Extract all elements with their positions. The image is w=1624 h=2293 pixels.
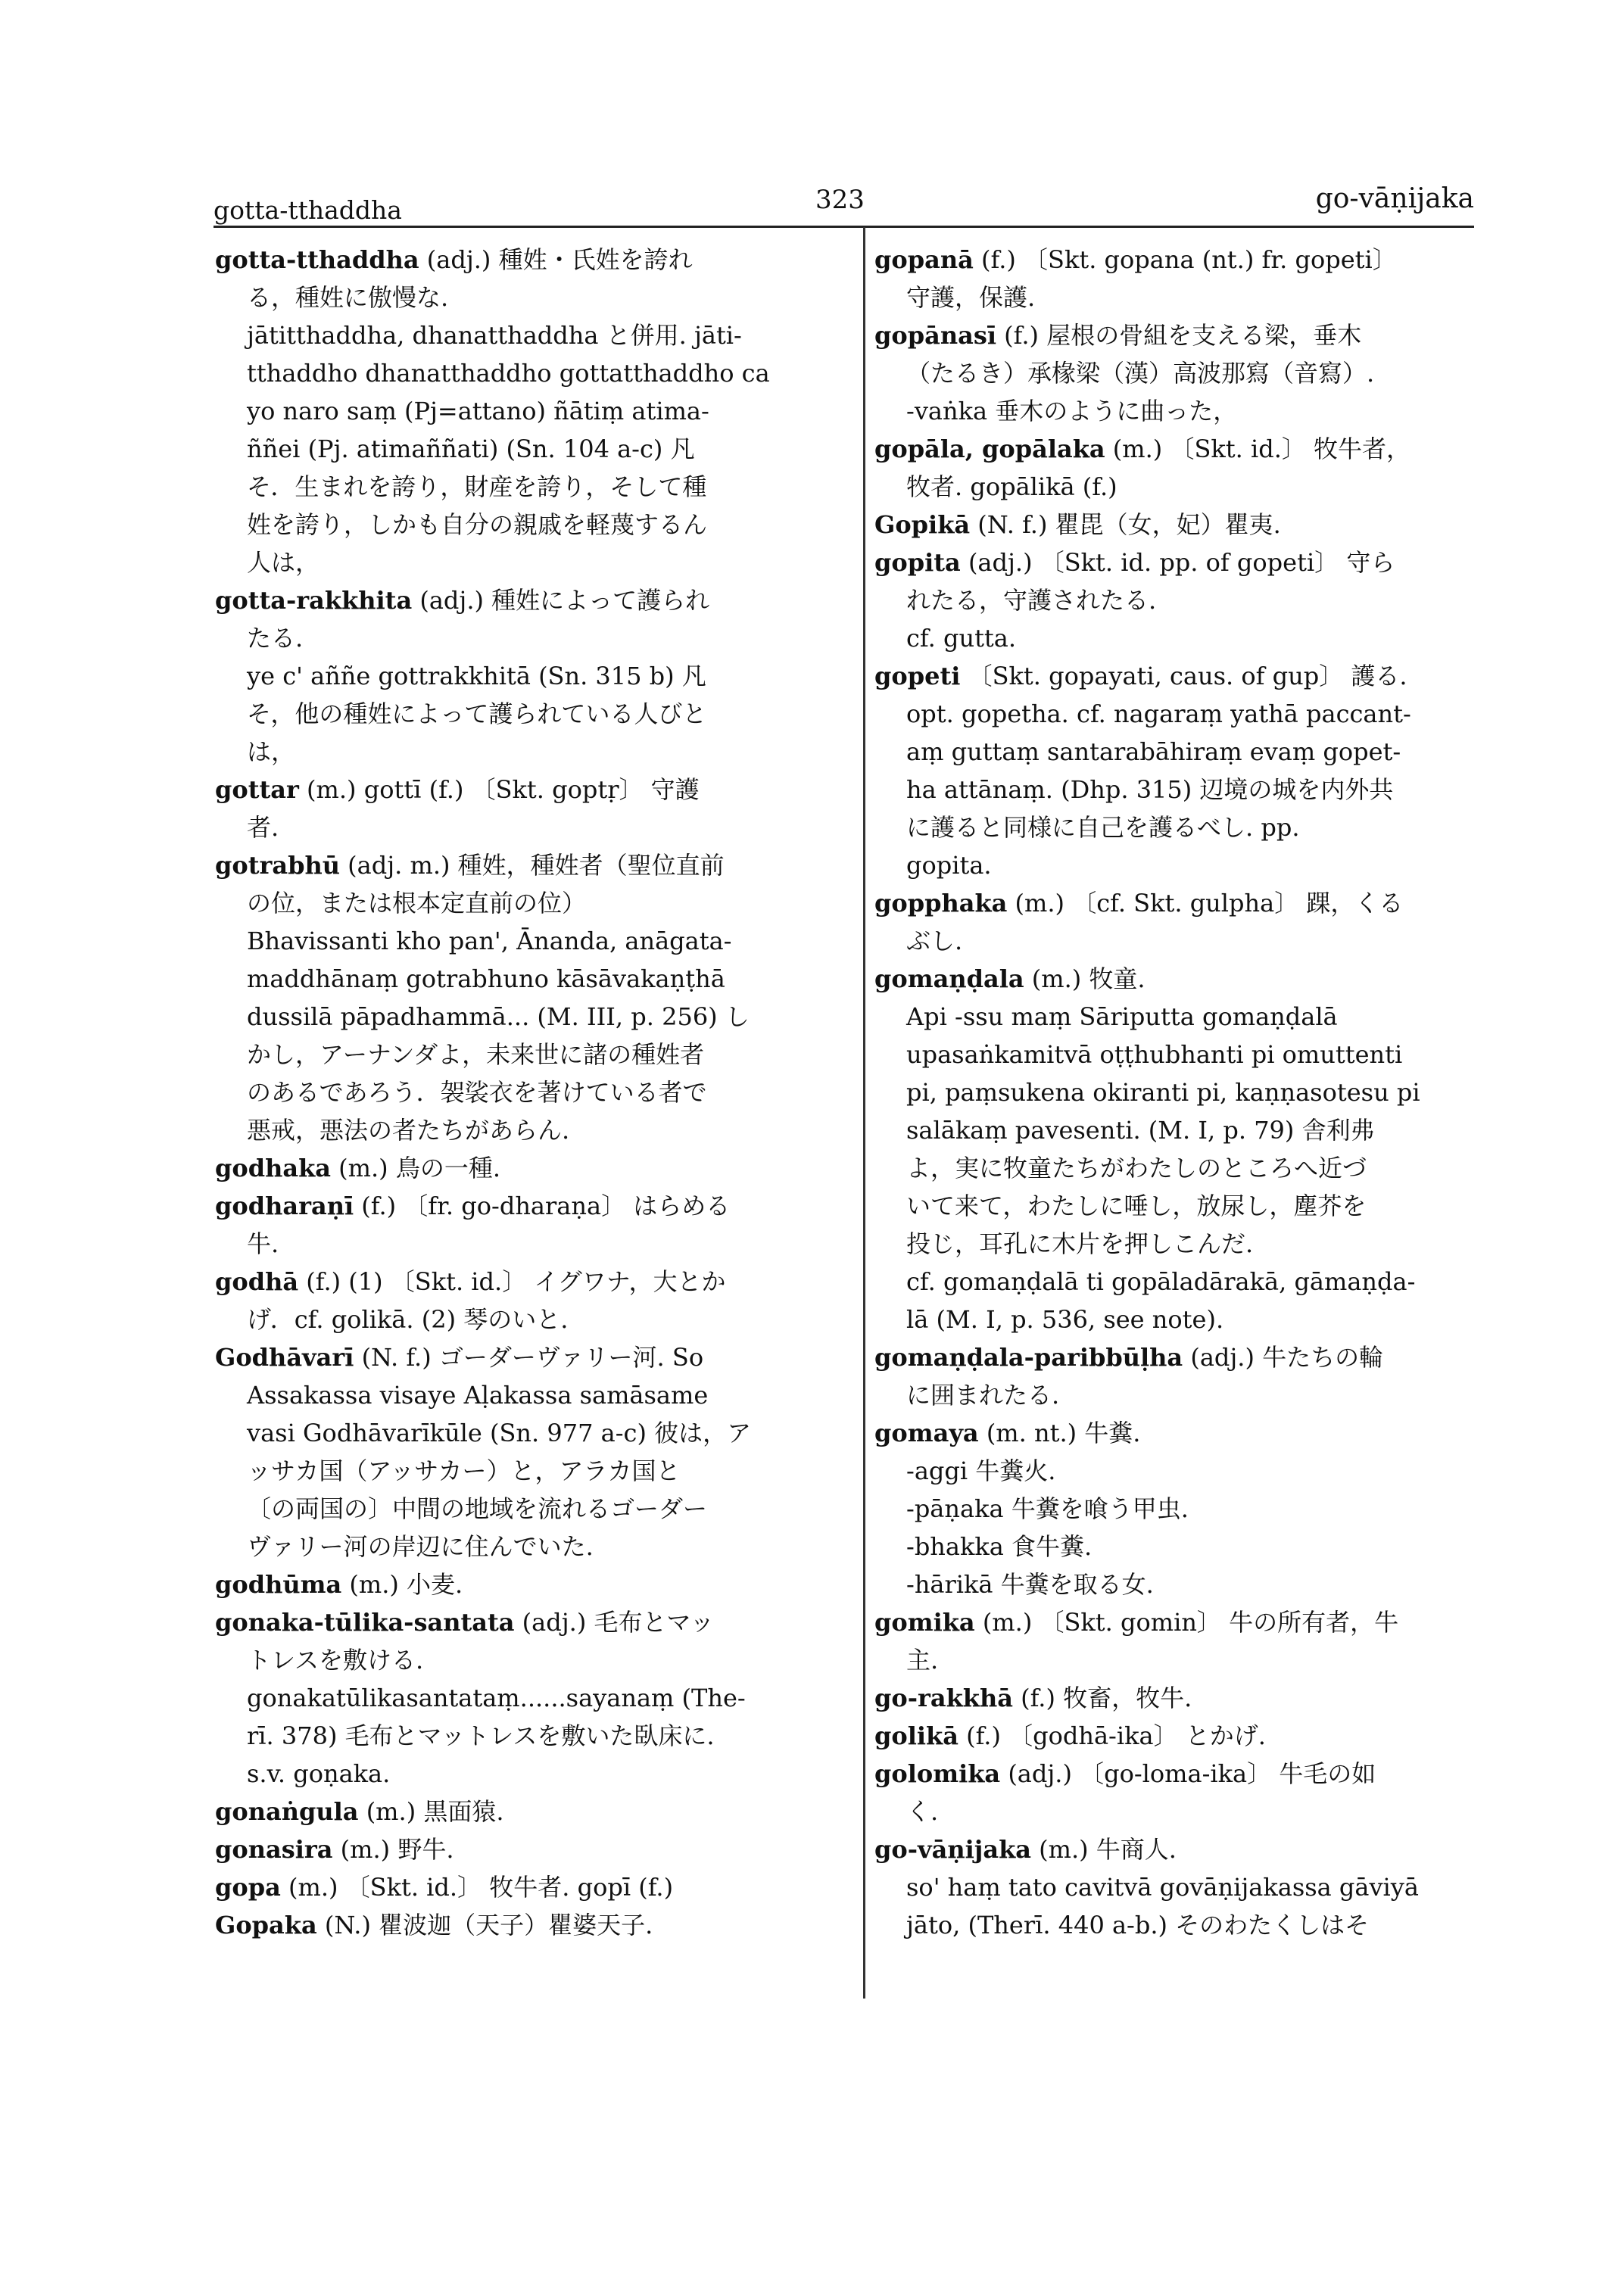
entry-headword-line <box>874 506 1479 544</box>
entry-continuation-line: so' haṃ tato cavitvā govāṇijakassa gāviyā <box>906 1873 1419 1902</box>
entry-gloss: (f.) 〔fr. go-dharaṇa〕 はらめる <box>354 1192 731 1220</box>
entry-gloss: (N. f.) 瞿毘（女，妃）瞿夷. <box>970 510 1281 539</box>
left-column <box>215 241 836 1944</box>
entry-continuation-line: salākaṃ pavesenti. (M. I, p. 79) 舎利弗 <box>906 1116 1375 1145</box>
entry-continuation-line: れたる，守護されたる. <box>906 586 1157 615</box>
entry-gloss: (f.) 屋根の骨組を支える梁，垂木 <box>996 321 1362 350</box>
entry-continuation-line: に護ると同様に自己を護るべし. pp. <box>906 813 1300 842</box>
entry-headword-line <box>215 1868 836 1906</box>
entry-continuation-line: 悪戒，悪法の者たちがあらん. <box>247 1116 570 1145</box>
entry-headword-line <box>874 884 1479 922</box>
entry-continuation-line: Assakassa visaye Aḷakassa samāsame <box>247 1381 709 1410</box>
entry-headword-line <box>874 1338 1479 1376</box>
entry-gloss: (adj.) 種姓・氏姓を誇れ <box>419 245 693 274</box>
entry-continuation-line: 者. <box>247 813 279 842</box>
entry-continuation-line: jātitthaddha, dhanatthaddha と併用. jāti- <box>247 321 742 350</box>
entry-continuation-line: upasaṅkamitvā oṭṭhubhanti pi omuttenti <box>906 1040 1403 1069</box>
entry-headword-line <box>874 960 1479 998</box>
entry-continuation-line: （たるき）承椽梁（漢）高波那寫（音寫）. <box>906 359 1375 388</box>
entry-continuation-line: vasi Godhāvarīkūle (Sn. 977 a-c) 彼は，ア <box>247 1419 752 1447</box>
entry-gloss: (m.) 〔Skt. id.〕 牧牛者. gopī (f.) <box>280 1873 674 1902</box>
entry-gloss: (m.) gottī (f.) 〔Skt. goptṛ〕 守護 <box>298 775 700 804</box>
entry-headword-line <box>215 771 836 808</box>
entry-continuation-line: く. <box>906 1797 939 1826</box>
entry-headword-line <box>874 657 1479 695</box>
entry-gloss: (f.) 〔Skt. gopana (nt.) fr. gopeti〕 <box>973 245 1397 274</box>
entry-continuation-line: gonakatūlikasantataṃ......sayanaṃ (The- <box>247 1684 746 1712</box>
entry-gloss: (m.) 〔Skt. gomin〕 牛の所有者，牛 <box>974 1608 1399 1637</box>
entry-continuation-line: -hārikā 牛糞を取る女. <box>906 1570 1154 1599</box>
entry-continuation-line: よ，実に牧童たちがわたしのところへ近づ <box>906 1154 1367 1182</box>
entry-continuation-line: tthaddho dhanatthaddho gottatthaddho ca <box>247 359 770 388</box>
entry-continuation-line: いて来て，わたしに唾し，放尿し，塵芥を <box>906 1192 1367 1220</box>
entry-gloss: (adj.) 〔Skt. id. pp. of gopeti〕 守ら <box>960 548 1395 577</box>
entry-headword-line <box>215 1566 836 1603</box>
entry-continuation-line: ye c' aññe gottrakkhitā (Sn. 315 b) 凡 <box>247 662 706 690</box>
headword: gopānasī <box>874 321 996 350</box>
entry-headword-line <box>215 846 836 884</box>
entry-continuation-line: maddhānaṃ gotrabhuno kāsāvakaṇṭhā <box>247 964 725 993</box>
entry-gloss: (adj. m.) 種姓，種姓者（聖位直前 <box>340 851 725 880</box>
entry-headword-line <box>874 1603 1479 1641</box>
entry-continuation-line: 投じ，耳孔に木片を押しこんだ. <box>906 1229 1254 1258</box>
entry-continuation-line: s.v. goṇaka. <box>247 1759 391 1788</box>
entry-continuation-line: rī. 378) 毛布とマットレスを敷いた臥床に. <box>247 1721 715 1750</box>
header-rule <box>214 226 1474 228</box>
entry-continuation-line: 守護，保護. <box>906 283 1036 312</box>
entry-continuation-line: -vaṅka 垂木のように曲った， <box>906 397 1238 425</box>
entry-gloss: 〔Skt. gopayati, caus. of gup〕 護る. <box>960 662 1407 690</box>
entry-headword-line <box>215 1338 836 1376</box>
entry-continuation-line: lā (M. I, p. 536, see note). <box>906 1305 1224 1334</box>
headword: golomika <box>874 1759 1001 1788</box>
headword: Gopikā <box>874 510 971 539</box>
entry-continuation-line: jāto, (Therī. 440 a-b.) そのわたくしはそ <box>906 1911 1370 1939</box>
entry-continuation-line: かし，アーナンダよ，未来世に諸の種姓者 <box>247 1040 705 1069</box>
entry-continuation-line: ぶし. <box>906 927 963 955</box>
entry-continuation-line: cf. gutta. <box>906 624 1017 653</box>
entry-headword-line <box>874 1414 1479 1452</box>
header-left-guideword: gotta-tthaddha <box>214 195 402 225</box>
page-number: 323 <box>815 185 865 215</box>
headword: golikā <box>874 1721 959 1750</box>
entry-headword-line <box>215 1603 836 1641</box>
headword: godharaṇī <box>215 1192 354 1220</box>
entry-continuation-line: げ．cf. golikā. (2) 琴のいと. <box>247 1305 569 1334</box>
headword: gomaṇḍala-paribbūḷha <box>874 1343 1183 1372</box>
entry-continuation-line: -bhakka 食牛糞. <box>906 1532 1093 1561</box>
entry-gloss: (f.) 〔godhā-ika〕 とかげ. <box>958 1721 1266 1750</box>
headword: Godhāvarī <box>215 1343 354 1372</box>
entry-continuation-line: -aggi 牛糞火. <box>906 1456 1056 1485</box>
entry-headword-line <box>215 1830 836 1868</box>
entry-continuation-line: 牛. <box>247 1229 279 1258</box>
entry-headword-line <box>874 1717 1479 1755</box>
headword: gotta-tthaddha <box>215 245 419 274</box>
entry-gloss: (adj.) 毛布とマッ <box>514 1608 715 1637</box>
entry-gloss: (m.) 〔Skt. id.〕 牧牛者， <box>1105 435 1411 463</box>
entry-gloss: (adj.) 〔go-loma-ika〕 牛毛の如 <box>1000 1759 1376 1788</box>
headword: gonaka-tūlika-santata <box>215 1608 515 1637</box>
headword: gonaṅgula <box>215 1797 359 1826</box>
entry-continuation-line: pi, paṃsukena okiranti pi, kaṇṇasotesu pi <box>906 1078 1420 1107</box>
entry-gloss: (m. nt.) 牛糞. <box>978 1419 1141 1447</box>
entry-continuation-line: そ．生まれを誇り，財産を誇り，そして種 <box>247 472 707 501</box>
headword: gomaṇḍala <box>874 964 1024 993</box>
entry-gloss: (m.) 小麦. <box>341 1570 463 1599</box>
entry-continuation-line: 姓を誇り，しかも自分の親戚を軽蔑するん <box>247 510 708 539</box>
headword: gopa <box>215 1873 281 1902</box>
headword: gotta-rakkhita <box>215 586 413 615</box>
entry-continuation-line: のあるであろう．袈裟衣を著けている者で <box>247 1078 707 1107</box>
entry-continuation-line: る，種姓に傲慢な. <box>247 283 449 312</box>
entry-headword-line <box>874 241 1479 279</box>
entry-continuation-line: gopita. <box>906 851 992 880</box>
headword: gopāla, gopālaka <box>874 435 1105 463</box>
entry-continuation-line: cf. gomaṇḍalā ti gopāladārakā, gāmaṇḍa- <box>906 1267 1416 1296</box>
entry-headword-line <box>874 316 1479 354</box>
entry-headword-line <box>874 1755 1479 1793</box>
entry-continuation-line: yo naro saṃ (Pj=attano) ñātiṃ atima- <box>247 397 709 425</box>
headword: gotrabhū <box>215 851 340 880</box>
entry-continuation-line: 〔の両国の〕中間の地域を流れるゴーダー <box>247 1494 708 1523</box>
entry-gloss: (adj.) 牛たちの輪 <box>1183 1343 1384 1372</box>
entry-continuation-line: 人は， <box>247 548 320 577</box>
entry-continuation-line: Bhavissanti kho pan', Ānanda, anāgata- <box>247 927 732 955</box>
entry-headword-line <box>874 430 1479 468</box>
headword: Gopaka <box>215 1911 317 1939</box>
headword: gomaya <box>874 1419 979 1447</box>
entry-continuation-line: ha attānaṃ. (Dhp. 315) 辺境の城を内外共 <box>906 775 1394 804</box>
entry-continuation-line: たる. <box>247 624 304 653</box>
entry-continuation-line: は， <box>247 737 296 766</box>
entry-continuation-line: ヴァリー河の岸辺に住んでいた. <box>247 1532 594 1561</box>
entry-continuation-line: aṃ guttaṃ santarabāhiraṃ evaṃ gopet- <box>906 737 1401 766</box>
entry-continuation-line: -pāṇaka 牛糞を喰う甲虫. <box>906 1494 1189 1523</box>
right-column <box>874 241 1479 1944</box>
entry-continuation-line: ッサカ国（アッサカー）と，アラカ国と <box>247 1456 681 1485</box>
entry-continuation-line: opt. gopetha. cf. nagaraṃ yathā paccant- <box>906 699 1411 728</box>
headword: godhūma <box>215 1570 342 1599</box>
headword: gottar <box>215 775 299 804</box>
entry-headword-line <box>874 544 1479 581</box>
entry-continuation-line: そ，他の種姓によって護られている人びと <box>247 699 707 728</box>
entry-gloss: (m.) 牛商人. <box>1030 1835 1177 1864</box>
entry-headword-line <box>215 1149 836 1187</box>
entry-headword-line <box>215 1187 836 1225</box>
entry-continuation-line: ññei (Pj. atimaññati) (Sn. 104 a-c) 凡 <box>247 435 695 463</box>
entry-gloss: (m.) 〔cf. Skt. gulpha〕 踝，くる <box>1007 889 1404 918</box>
headword: gopeti <box>874 662 961 690</box>
entry-gloss: (m.) 鳥の一種. <box>331 1154 501 1182</box>
entry-gloss: (f.) (1) 〔Skt. id.〕 イグワナ，大とか <box>298 1267 726 1296</box>
entry-continuation-line: Api -ssu maṃ Sāriputta gomaṇḍalā <box>906 1002 1338 1031</box>
entry-gloss: (f.) 牧畜，牧牛. <box>1012 1684 1192 1712</box>
entry-gloss: (adj.) 種姓によって護られ <box>412 586 710 615</box>
entry-continuation-line: 主. <box>906 1646 939 1675</box>
entry-continuation-line: トレスを敷ける. <box>247 1646 424 1675</box>
entry-headword-line <box>215 581 836 619</box>
entry-gloss: (m.) 黒面猿. <box>358 1797 504 1826</box>
entry-continuation-line: dussilā pāpadhammā... (M. III, p. 256) し <box>247 1002 750 1031</box>
headword: gonasira <box>215 1835 333 1864</box>
entry-gloss: (m.) 野牛. <box>332 1835 454 1864</box>
headword: gopanā <box>874 245 974 274</box>
entry-headword-line <box>874 1830 1479 1868</box>
entry-continuation-line: に囲まれたる. <box>906 1381 1060 1410</box>
headword: godhā <box>215 1267 299 1296</box>
entry-headword-line <box>215 1906 836 1944</box>
headword: gomika <box>874 1608 975 1637</box>
entry-headword-line <box>215 1263 836 1301</box>
entry-headword-line <box>215 241 836 279</box>
entry-gloss: (N. f.) ゴーダーヴァリー河. So <box>354 1343 704 1372</box>
header-right-guideword: go-vāṇijaka <box>1315 183 1474 214</box>
running-header <box>214 180 1474 226</box>
headword: go-rakkhā <box>874 1684 1013 1712</box>
entry-continuation-line: 牧者. gopālikā (f.) <box>906 472 1117 501</box>
entry-headword-line <box>874 1679 1479 1717</box>
headword: godhaka <box>215 1154 331 1182</box>
entry-headword-line <box>215 1793 836 1830</box>
entry-continuation-line: の位，または根本定直前の位） <box>247 889 587 918</box>
headword: gopphaka <box>874 889 1008 918</box>
column-divider <box>863 227 865 1999</box>
headword: gopita <box>874 548 961 577</box>
entry-gloss: (N.) 瞿波迦（天子）瞿婆天子. <box>316 1911 653 1939</box>
entry-gloss: (m.) 牧童. <box>1024 964 1146 993</box>
headword: go-vāṇijaka <box>874 1835 1031 1864</box>
